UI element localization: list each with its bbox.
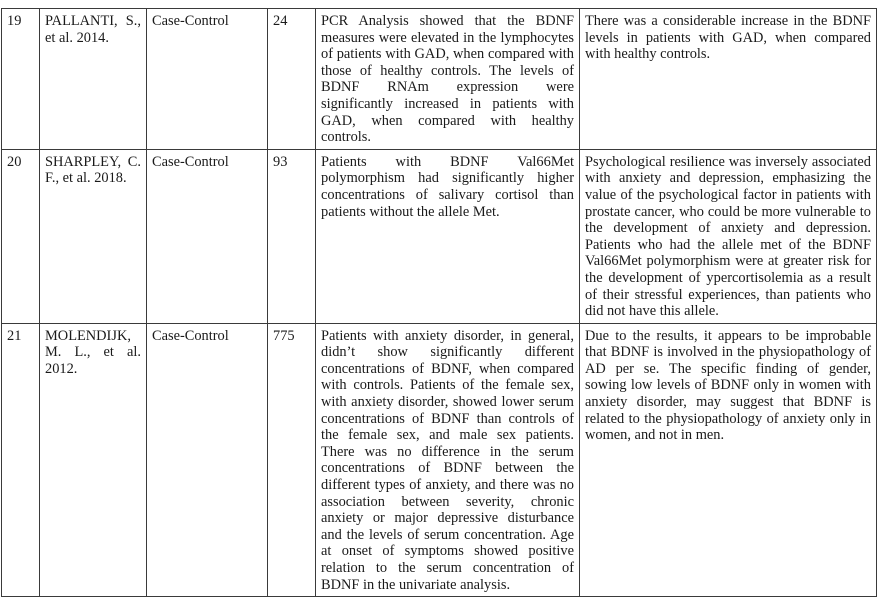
study-number: 20 bbox=[2, 149, 40, 323]
table-row bbox=[2, 9, 877, 150]
sample-size: 93 bbox=[268, 149, 316, 323]
study-number: 19 bbox=[2, 9, 40, 150]
study-author: MOLENDIJK, M. L., et al. 2012. bbox=[40, 323, 147, 597]
table-row bbox=[2, 149, 877, 323]
study-conclusion: Due to the results, it appears to be improbable that BDNF is involved in the physiopathology of AD per se. The specific finding of gender, sowing low levels of BDNF only in women with anxiety disorder, may suggest that BDNF is related to the physiopathology of anxiety only in women, and not in men. bbox=[580, 323, 877, 597]
study-author: SHARPLEY, C. F., et al. 2018. bbox=[40, 149, 147, 323]
study-conclusion: There was a considerable increase in the BDNF levels in patients with GAD, when compared with healthy controls. bbox=[580, 9, 877, 150]
study-design: Case-Control bbox=[147, 149, 268, 323]
study-number: 21 bbox=[2, 323, 40, 597]
study-conclusion: Psychological resilience was inversely associated with anxiety and depression, emphasizing the value of the psychological factor in patients with prostate cancer, who could be more vulnerable to the development of anxiety and depression. Patients who had the allele met of the BDNF Val66Met polymorphism were at greater risk for the development of ypercortisolemia as a result of their stressful experiences, than patients who did not have this allele. bbox=[580, 149, 877, 323]
sample-size: 775 bbox=[268, 323, 316, 597]
study-results: Patients with anxiety disorder, in general, didn’t show significantly different concentrations of BDNF, when compared with controls. Patients of the female sex, with anxiety disorder, showed lower serum concentrations of BDNF than controls of the female sex, and male sex patients. There was no difference in the serum concentrations of BDNF between the different types of anxiety, and there was no association between severity, chronic anxiety or major depressive disturbance and the levels of serum concentration. Age at onset of symptoms showed positive relation to the serum concentration of BDNF in the univariate analysis. bbox=[316, 323, 580, 597]
study-design: Case-Control bbox=[147, 9, 268, 150]
sample-size: 24 bbox=[268, 9, 316, 150]
study-results: Patients with BDNF Val66Met polymorphism had significantly higher concentrations of salivary cortisol than patients without the allele Met. bbox=[316, 149, 580, 323]
study-author: PALLANTI, S., et al. 2014. bbox=[40, 9, 147, 150]
table-row bbox=[2, 323, 877, 597]
study-results: PCR Analysis showed that the BDNF measures were elevated in the lymphocytes of patients with GAD, when compared with those of healthy controls. The levels of BDNF RNAm expression were significantly increased in patients with GAD, when compared with healthy controls. bbox=[316, 9, 580, 150]
studies-table bbox=[1, 8, 877, 597]
study-design: Case-Control bbox=[147, 323, 268, 597]
